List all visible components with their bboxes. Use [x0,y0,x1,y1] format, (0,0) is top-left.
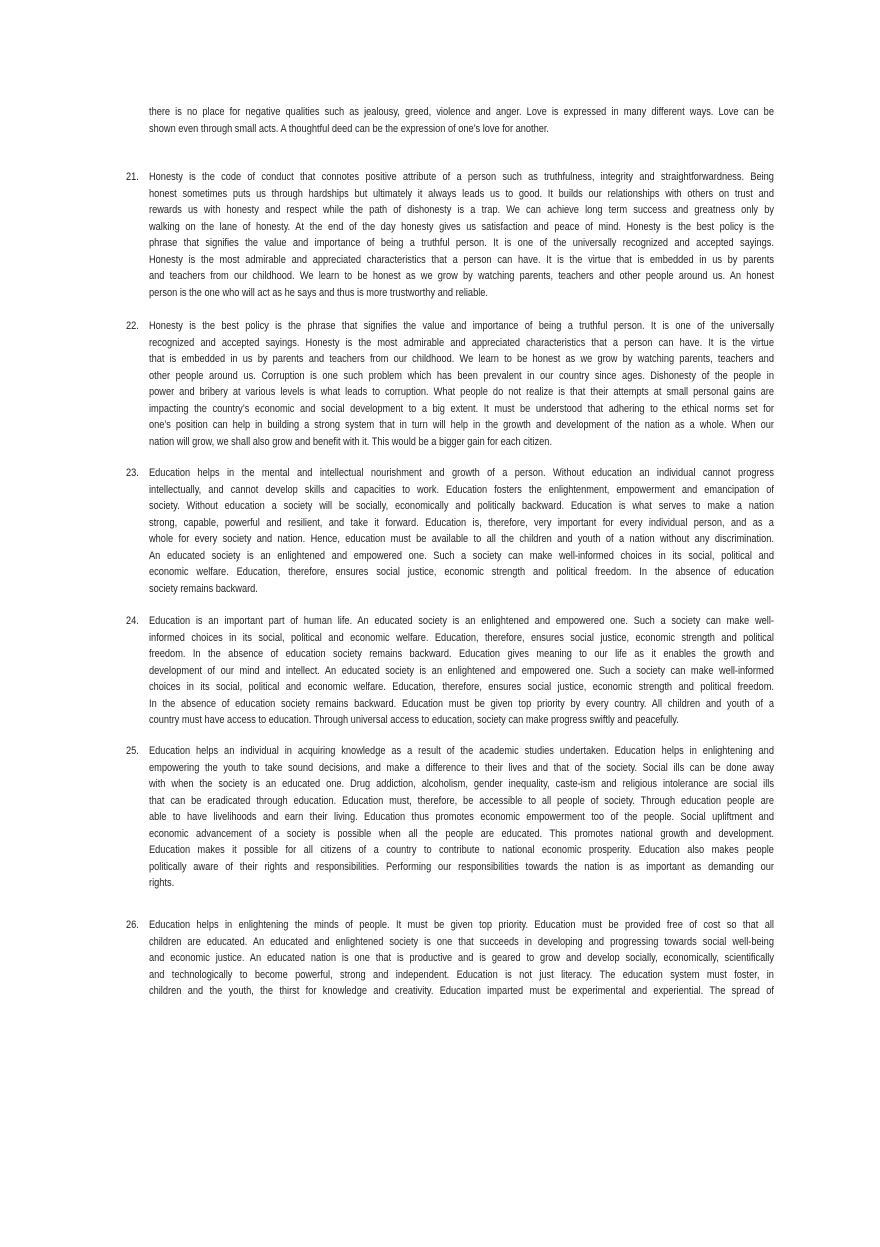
list-item [126,465,774,597]
list-item [126,318,774,450]
text-line: and teachers from our childhood. We learn to be honest as we grow by watching parents, teachers and other people around us. An honest [149,270,774,282]
list-number: 24. [126,615,139,627]
text-line: children are educated. An educated and enlightened society is one that succeeds in developing and progressing towards social well-being [149,935,774,948]
text-line: there is no place for negative qualities such as jealousy, greed, violence and anger. Love is expressed in many different ways. Love can be [149,106,774,118]
paragraph [149,104,774,137]
text-line: Education helps an individual in acquiring knowledge as a result of the academic studies undertaken. Education helps in enlightening and [149,745,774,757]
text-line: one’s position can help in building a strong system that in turn will help in the growth and development of the nation as a whole. When our [149,419,774,431]
text-line: person is the one who will act as he says and thus is more trustworthy and reliable. [149,286,488,299]
list-number: 25. [126,745,139,757]
text-line: honest sometimes puts us through hardships but ultimately it always leads us to good. It builds our relationships with others on trust and [149,187,774,200]
list-number: 23. [126,467,139,479]
text-line: other people around us. Corruption is one such problem which has been prevalent in our country since ages. Dishonesty of the people in [149,369,774,382]
text-line: politically aware of their rights and responsibilities. Performing our responsibilities towards the nation is as important as demanding our [149,860,774,873]
text-line: Education helps in enlightening the minds of people. It must be given top priority. Education must be provided free of cost so that all [149,919,774,931]
text-line: informed choices in its social, political and economic welfare. Education, therefore, ensures social justice, economic strength and political [149,631,774,644]
text-line: phrase that signifies the value and importance of being a truthful person. It is one of the universally recognized and accepted sayings. [149,237,774,249]
text-line: An educated society is an enlightened and empowered one. Such a society can make well-informed choices in its social, political and [149,549,774,562]
text-line: In the absence of education society remains backward. Education must be given top priority by every country. All children and youth of a [149,697,774,710]
text-line: children and the youth, the thirst for knowledge and creativity. Education imparted must be experimental and experiential. The spread of [149,985,774,997]
text-line: choices in its social, political and economic welfare. Education, therefore, ensures social justice, economic strength and political freedom. [149,681,774,693]
text-line: country must have access to education. Through universal access to education, society can make progress swiftly and peacefully. [149,714,679,726]
list-number: 21. [126,171,139,183]
text-line: strong, capable, powerful and resilient, and take it forward. Education is, therefore, very important for every individual person, and as a [149,516,774,529]
text-line: nation will grow, we shall also grow and benefit with it. This would be a bigger gain for each citizen. [149,435,553,448]
text-line: Honesty is the best policy is the phrase that signifies the value and importance of being a truthful person. It is one of the universally [149,320,774,332]
text-line: economic advancement of a society is possible when all the people are educated. This promotes national growth and development. [149,827,774,840]
text-line: that is embedded in us by parents and teachers from our childhood. We learn to be honest as we grow by watching parents, teachers and [149,353,774,365]
text-line: economic welfare. Education, therefore, ensures social justice, economic strength and political freedom. In the absence of education [149,566,774,578]
text-line: recognized and accepted sayings. Honesty is the most admirable and appreciated characteristics that a person can have. It is the virtue [149,336,774,349]
text-line: shown even through small acts. A thoughtful deed can be the expression of one’s love for another. [149,122,549,135]
list-item [126,169,774,301]
text-line: Education helps in the mental and intellectual nourishment and growth of a person. Without education an individual cannot progress [149,467,774,479]
text-line: that can be eradicated through education. Education must, therefore, be accessible to all people of society. Through education people are [149,794,774,807]
list-item [126,613,774,729]
text-line: with when the society is an educated one. Drug addiction, alcoholism, gender inequality, caste-ism and religious intolerance are social ills [149,778,774,790]
list-item [126,917,774,1000]
text-line: and economic justice. An educated nation is one that is productive and is geared to grow and develop socially, economically, scientifically [149,952,774,964]
text-line: Honesty is the code of conduct that connotes positive attribute of a person such as truthfulness, integrity and straightforwardness. Being [149,171,774,183]
text-line: rewards us with honesty and respect while the path of dishonesty is a trap. We can achieve long term success and greatness only by [149,204,774,216]
list-number: 26. [126,919,139,931]
text-line: rights. [149,877,175,889]
text-line: and technologically to become powerful, strong and independent. Education is not just literacy. The education system must foster, in [149,968,774,981]
text-line: Education makes it possible for all citizens of a country to contribute to national economic prosperity. Education also makes people [149,844,774,856]
text-line: Education is an important part of human life. An educated society is an enlightened and empowered one. Such a society can make well- [149,615,774,627]
list-number: 22. [126,320,139,332]
text-line: empowering the youth to take sound decisions, and make a difference to their lives and that of the society. Social ills can be done away [149,761,774,774]
text-line: impacting the country’s economic and social development to a big extent. It must be understood that adhering to the ethical norms set for [149,402,774,415]
text-line: society remains backward. [149,582,258,595]
text-line: able to have livelihoods and earn their living. Education thus promotes economic empowerment too of the people. Social upliftment and [149,811,774,823]
text-line: Honesty is the most admirable and appreciated characteristics that a person can have. It is the virtue that is embedded in us by parents [149,253,774,266]
text-line: society. Without education a society will be socially, economically and politically backward. Education is what serves to make a nation [149,500,774,512]
text-line: intellectually, and cannot develop skills and capacities to work. Education fosters the enlightenment, empowerment and emancipation of [149,483,774,496]
text-line: power and bribery at various levels is what leads to corruption. What people do not realize is that their attempts at small personal gains are [149,386,774,398]
text-line: walking on the lane of honesty. At the end of the day honesty gives us satisfaction and peace of mind. Honesty is the best policy is the [149,220,774,233]
text-line: development of our mind and intellect. An educated society is an enlightened and empowered one. Such a society can make well-informed [149,664,774,677]
text-line: freedom. In the absence of education society remains backward. Education gives meaning to our life as it enables the growth and [149,648,774,660]
list-item [126,743,774,892]
text-line: whole for every society and nation. Hence, education must be available to all the children and youth of a nation without any discrimination. [149,533,774,545]
